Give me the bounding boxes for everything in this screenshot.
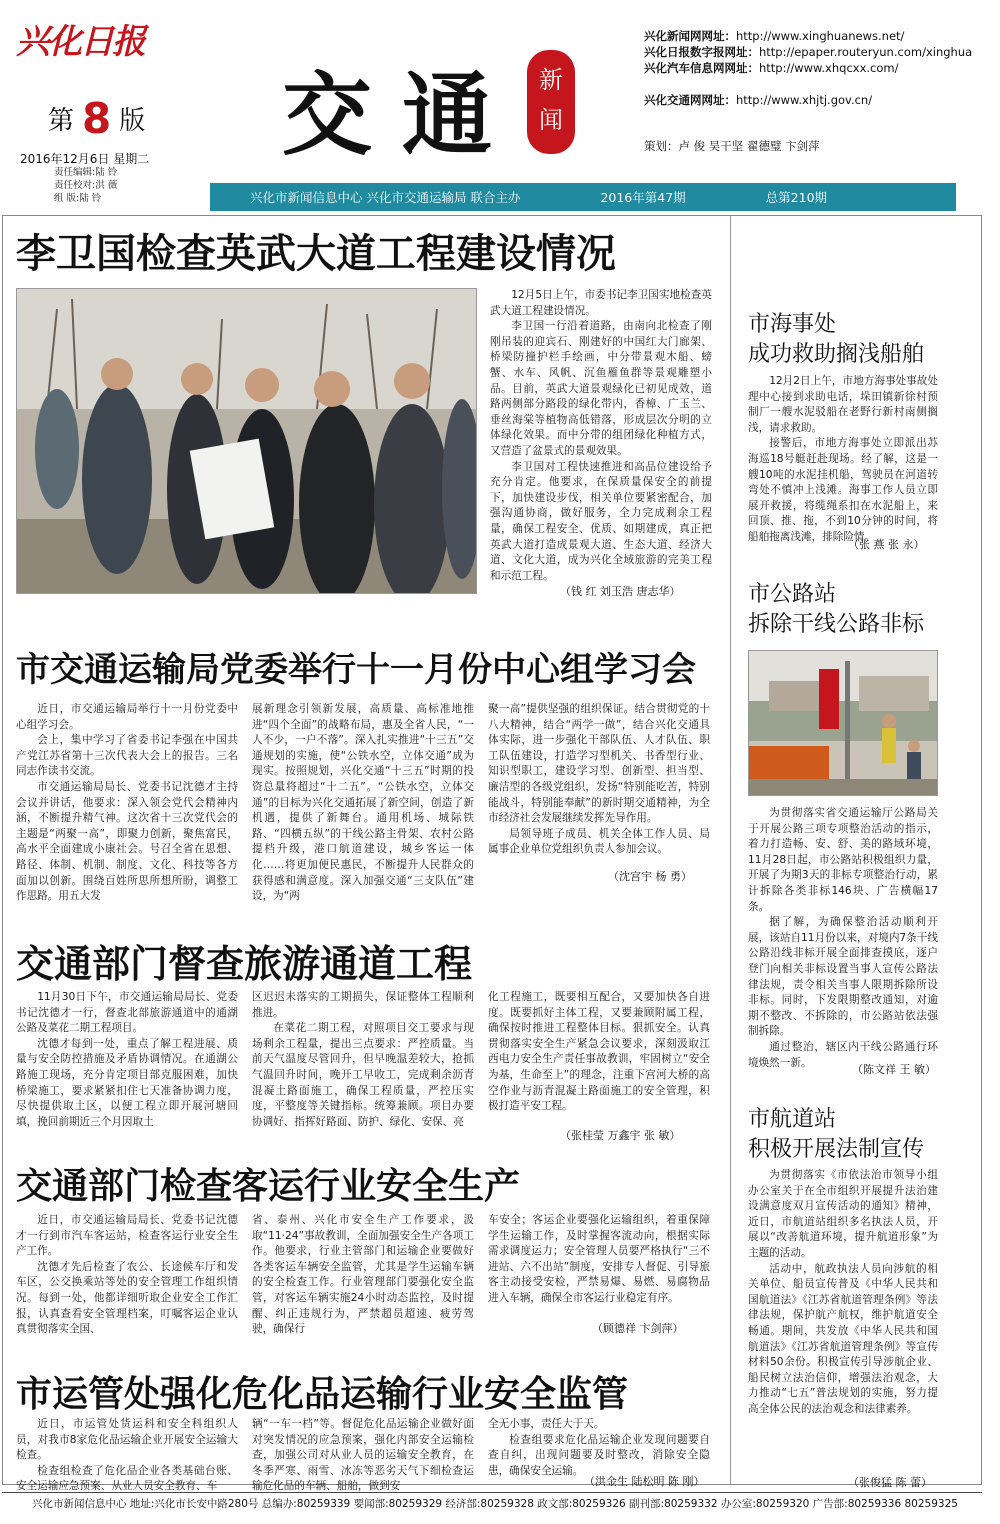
article-paragraph: 近日，市交通运输局举行十一月份党委中心组学习会。	[16, 703, 238, 731]
article-paragraph: 会上，集中学习了省委书记李强在中国共产党江苏省第十三次代表大会上的报告。三名同志作读书交流。	[16, 734, 238, 778]
article-column	[16, 990, 238, 1130]
sidebar-headline[interactable]: 市公路站 拆除干线公路非标	[748, 582, 925, 637]
editor-line: 责任校对:洪 薇	[54, 180, 118, 191]
article-byline: （钱 红 刘玉浩 唐志华）	[560, 585, 681, 598]
article-column	[16, 702, 238, 905]
sidebar-headline[interactable]: 市海事处 成功救助搁浅船舶	[748, 312, 925, 367]
website-link[interactable]: http://www.xhjtj.gov.cn/	[736, 93, 873, 107]
article-column	[16, 1417, 238, 1495]
sidebar-body	[748, 806, 938, 1071]
article-paragraph: 辆“一车一档”等。督促危化品运输企业做好面对突发情况的应急预案，强化内部安全运输检查，加强公司对从业人员的运输安全教育，在冬季严寒、雨雪、冰冻等恶劣天气下细检查运输危化品的车辆、船舶，做到安	[252, 1418, 474, 1493]
website-link[interactable]: http://www.xinghuanews.net/	[736, 29, 905, 43]
article-column	[252, 702, 474, 905]
website-row: 兴化交通网网址：http://www.xhjtj.gov.cn/	[644, 93, 873, 107]
article-paragraph: 全无小事，责任大于天。	[488, 1418, 605, 1430]
sign-removal-illustration	[749, 651, 938, 796]
website-row: 兴化汽车信息网网址：http://www.xhqcxx.com/	[644, 61, 899, 75]
article-paragraph: 区迟迟未落实的工期损失，保证整体工程顺利推进。	[252, 991, 474, 1019]
page-footer: 兴化市新闻信息中心 地址:兴化市长安中路280号 总编办:80259339 要闻部:80259329 经济部:80259328 政文部:80259326 副刊部:80259332 办公室:80259320 广告部:80259336 80259325	[2, 1492, 982, 1512]
sidebar-body	[748, 374, 938, 546]
article-paragraph: 展新理念引领新发展，高质量、高标准地推进“四个全面”的战略布局，惠及全省人民，“一人不少，一户不落”。深入扎实推进“十三五”交通规划的实施，使“公铁水空，立体交通”成为现实。按照规划，兴化交通“十三五”时期的投资总量将超过“十二五”。“公铁水空，立体交通”的目标为兴化交通拓展了新空间，创造了新机遇，提供了新舞台。通用机场、城际铁路、“四横五纵”的干线公路主骨架、农村公路提档升级，港口航道建设，城乡客运一体化……将更加便民惠民，不断提升人民群众的获得感和满意度。深入加强交通“三支队伍”建设，为“两	[252, 703, 474, 903]
article-column	[252, 1213, 474, 1338]
article-paragraph: 聚一高”提供坚强的组织保证。结合贯彻党的十八大精神，结合“两学一做”，结合兴化交通具体实际，进一步强化干部队伍、人才队伍、职工队伍建设，打造学习型机关、书香型行业、知识型职工，建设学习型、创新型、担当型、廉洁型的各级党组织，发扬“特别能吃苦，特别能战斗，特别能奉献”的新时期交通精神，为全市经济社会发展继续发挥先导作用。	[488, 703, 710, 825]
edition-prefix: 第	[48, 106, 75, 136]
edition-number: 8	[82, 94, 112, 143]
article-column	[16, 1213, 238, 1338]
article-byline: （张桂莹 万鑫宇 张 敏）	[560, 1129, 681, 1142]
article-paragraph: 检查组要求危化品运输企业发现问题要自查自纠，出现问题要及时整改，消除安全隐患，确保安全运输。	[488, 1433, 710, 1477]
seal-text: 新闻	[539, 66, 563, 134]
article-paragraph: 化工程施工，既要相互配合，又要加快各自进度。既要抓好主体工程，又要兼顾附属工程，确保按时推进工程整体目标。狠抓安全。认真贯彻落实安全生产紧急会议要求，深刻汲取江西电力安全生产责任事故教训，牢固树立“安全为基，生命至上”的理念，注重下宫河大桥的高空作业与沥青混凝土路面施工的安全管理，积极打造平安工程。	[488, 991, 710, 1113]
article-paragraph: 通过整治，辖区内干线公路通行环境焕然一新。	[748, 1040, 938, 1069]
editors-list	[54, 166, 117, 205]
article-byline: （洪金生 陆松明 陈 刚）	[584, 1475, 705, 1488]
sign-removal-photo	[748, 650, 938, 796]
editor-line: 责任编辑:陆 铃	[54, 167, 118, 178]
article-paragraph: 为贯彻落实省交通运输厅公路局关于开展公路三项专项整治活动的指示，着力打造畅、安、舒、美的路域环境，11月28日起，市公路站积极组织力量，开展了为期3天的非标专项整治行动，累计拆除各类非标146块、广告横幅17条。	[748, 807, 938, 913]
article-paragraph: 为贯彻落实《市依法治市领导小组办公室关于在全市组织开展提升法治建设满意度双月宣传活动的通知》精神，近日，市航道站组织多名执法人员，开展以“改善航道环境，提升航道形象”为主题的活动。	[748, 1169, 938, 1259]
article-paragraph: 近日，市交通运输局局长、党委书记沈德才一行到市汽车客运站，检查客运行业安全生产工作。	[16, 1214, 238, 1258]
website-list	[644, 28, 972, 108]
article-column	[252, 990, 474, 1130]
article-paragraph: 市交通运输局局长、党委书记沈德才主持会议并讲话，他要求：深入领会党代会精神内涵，不断提升精气神。这次省十三次党代会的主题是“两聚一高”，即聚力创新，聚焦富民，高水平全面建成小康社会。号召全省在思想、路径、体制、机制、制度、文化、科技等各方面加以创新。围绕百姓所思所想所盼，调整工作思路。用五大发	[16, 780, 238, 903]
website-row: 兴化新闻网网址：http://www.xinghuanews.net/	[644, 29, 905, 43]
article-column	[488, 1213, 710, 1307]
article-paragraph: 李卫国对工程快速推进和高品位建设给予充分肯定。他要求，在保质量保安全的前提下，加快建设步伐，相关单位要紧密配合，加强沟通协商，做好服务，全力完成剩余工程量，确保工程安全、优质、如期建成，真正把英武大道打造成景观大道、生态大道、经济大道、文化大道，成为兴化全域旅游的完美工程和示范工程。	[490, 460, 712, 582]
sidebar-headline[interactable]: 市航道站 积极开展法制宣传	[748, 1107, 925, 1162]
article-paragraph: 车安全；客运企业要强化运输组织，着重保障学生运输工作，及时掌握客流动向，根据实际需求调度运力；安全管理人员要严格执行“三不进站、六不出站”制度，安排专人督促、引导旅客主动接受安检，严禁易爆、易燃、易腐物品进入车辆，确保全市客运行业稳定有序。	[488, 1214, 710, 1304]
article-byline: （张 燕 张 永）	[848, 538, 925, 551]
banner-issue: 2016年第47期	[600, 190, 686, 205]
sponsor-banner	[210, 183, 956, 211]
article-paragraph: 活动中，航政执法人员向涉航的相关单位、船员宣传普及《中华人民共和国航道法》《江苏省航道管理条例》等法律法规，保护航产航权，维护航道安全畅通。期间，共发放《中华人民共和国航道法》《江苏省航道管理条例》等宣传材料50余份。积极宣传引导涉航企业、船民树立法治信仰，增强法治观念，大力推动“七五”普法规划的实施，努力提高全体公民的法治观念和法律素养。	[748, 1262, 938, 1415]
article-paragraph: 据了解，为确保整治活动顺利开展，该站自11月份以来，对境内7条干线公路沿线非标开展全面排查摸底，逐户登门向相关非标设置当事人宣传公路法律法规，责令相关当事人限期拆除所设非标。同时，下发限期整改通知，对逾期不整改、不拆除的，市公路站依法强制拆除。	[748, 916, 938, 1038]
article-byline: （张俊猛 陈 蕾）	[848, 1476, 932, 1489]
website-row: 兴化日报数字报网址：http://epaper.routeryun.com/xinghua	[644, 45, 973, 59]
article-paragraph: 省、泰州、兴化市安全生产工作要求，汲取“11·24”事故教训，全面加强安全生产各项工作。他要求，行业主管部门和运输企业要做好各类客运车辆安全监管，尤其是学生运输车辆的安全检查工作。行业管理部门要强化安全监管，对客运车辆实施24小时动态监控，及时提醒、纠正违规行为，严禁超员超速、疲劳驾驶，确保行	[252, 1214, 474, 1336]
website-link[interactable]: http://www.xhqcxx.com/	[759, 61, 899, 75]
website-link[interactable]: http://epaper.routeryun.com/xinghua	[759, 45, 973, 59]
issue-date: 2016年12月6日 星期二	[20, 152, 150, 166]
column-divider	[730, 216, 731, 1484]
sidebar-body	[748, 1168, 938, 1418]
article-headline[interactable]: 李卫国检查英武大道工程建设情况	[16, 231, 616, 277]
section-title: 交通	[282, 63, 522, 168]
article-paragraph: 12月2日上午，市地方海事处事故处理中心接到求助电话，垛田镇新徐村预制厂一艘水泥驳船在老野行新村南侧搁浅，请求救助。	[748, 375, 938, 434]
article-paragraph: 沈德才每到一处，重点了解工程进展、质量与安全防控措施及矛盾协调情况。在通湖公路施工现场，充分肯定项目部克服困难，加快桥梁施工，要求紧紧扣住七天准备协调力度，尽快提供取土区，以便工程立即开展河塘回填，挽回前期近三个月因取土	[16, 1037, 238, 1128]
article-paragraph: 李卫国一行沿着道路，由南向北检查了刚刚吊装的迎宾石、刚建好的中国红大门廊架、桥梁防撞护栏手绘画，中分带景观木船、螃蟹、水车、风帆、沉鱼雁鱼群等景观雕塑小品。目前，英武大道景观绿化已初见成效，道路两侧部分路段的绿化带内，香樟、广玉兰、垂丝海棠等植物高低错落，形成层次分明的立体绿化效果。而中分带的组团绿化种植方式，又营造了盆景式的景观效果。	[490, 320, 712, 457]
article-byline: （顾德祥 卞剑萍）	[592, 1322, 684, 1335]
article-paragraph: 在菜花二期工程，对照项目交工要求与现场剩余工程量，提出三点要求：严控质量。当前天气温度尽管回升，但早晚温差较大，抢抓气温回升时间，晚开工早收工，完成剩余沥青混凝土路面施工，确保工程质量，严控压实度，平整度等关键指标。统筹兼顾。项目办要协调好、指挥好路面、防护、绿化、安保、亮	[252, 1022, 474, 1128]
article-paragraph: 12月5日上午，市委书记李卫国实地检查英武大道工程建设情况。	[490, 289, 712, 317]
planners-credit: 策划：卢 俊 吴干坚 翟德璧 卞剑萍	[644, 139, 820, 153]
article-byline: （沈宫宇 杨 勇）	[608, 870, 692, 883]
article-headline[interactable]: 市交通运输局党委举行十一月份中心组学习会	[16, 650, 696, 690]
inspection-photo	[16, 288, 477, 594]
article-paragraph: 沈德才先后检查了农公、长途候车厅和发车区，公交换乘站等处的安全管理工作组织情况。每到一处，他都详细听取企业安全工作汇报，认真查看安全管理档案，叮嘱客运企业认真贯彻落实全国、	[16, 1260, 238, 1336]
article-byline: （陈文祥 王 敏）	[852, 1063, 936, 1076]
article-body	[490, 288, 712, 584]
banner-org: 兴化市新闻信息中心 兴化市交通运输局 联合主办	[250, 190, 521, 205]
article-column	[488, 990, 710, 1115]
article-paragraph: 近日，市运管处货运科和安全科组织人员，对我市8家危化品运输企业开展安全运输大检查。	[16, 1418, 238, 1462]
article-column	[488, 1417, 710, 1479]
news-seal	[527, 50, 575, 154]
article-paragraph: 局领导班子成员、机关全体工作人员、局属事企业单位党组织负责人参加会议。	[488, 827, 710, 856]
article-paragraph: 接警后，市地方海事处立即派出苏海巡18号艇赶赴现场。经了解，这是一艘10吨的水泥挂机船，驾驶员在河道转弯处不慎冲上浅滩。海事工作人员立即展开救援，将缆绳系扣在水泥船上，来回顶、推、拖，不到10分钟的时间，将船舶拖离浅滩，排除险情。	[748, 437, 938, 543]
article-paragraph: 11月30日下午，市交通运输局局长、党委书记沈德才一行，督查北部旅游通道中的通湖公路及菜花二期工程项目。	[16, 991, 238, 1035]
article-column	[252, 1417, 474, 1495]
newspaper-logo: 兴化日报	[16, 22, 144, 62]
edition-label	[48, 94, 145, 143]
article-column	[488, 702, 710, 858]
article-headline[interactable]: 交通部门督查旅游通道工程	[16, 942, 473, 986]
edition-suffix: 版	[119, 106, 146, 136]
banner-total: 总第210期	[765, 190, 828, 205]
article-headline[interactable]: 市运管处强化危化品运输行业安全监管	[16, 1374, 629, 1415]
editor-line: 组 版:陆 铃	[54, 193, 102, 204]
inspection-photo-illustration	[17, 289, 477, 594]
article-headline[interactable]: 交通部门检查客运行业安全生产	[16, 1166, 521, 1207]
article-paragraph: 检查组检查了危化品企业各类基础台账、安全运输应急预案、从业人员安全教育、车	[16, 1464, 238, 1493]
